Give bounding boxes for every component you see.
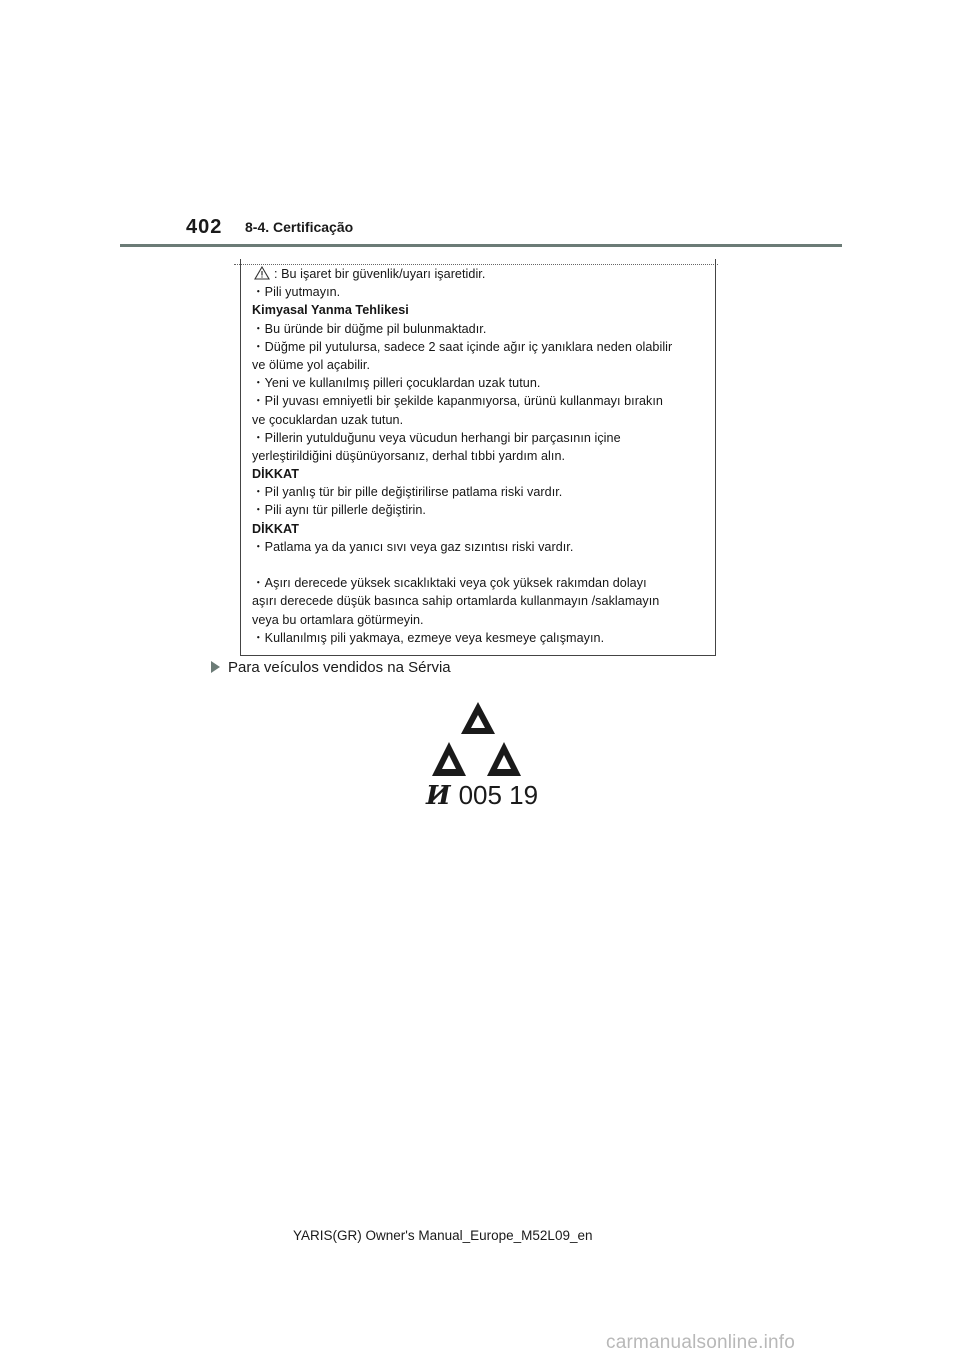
notice-line-text: ve çocuklardan uzak tutun. — [252, 412, 404, 427]
notice-box-corner-tick-right — [715, 259, 716, 267]
notice-line-text: ・Pil yanlış tür bir pille değiştirilirse patlama riski vardır. — [252, 485, 563, 500]
serbia-heading — [211, 659, 451, 676]
serbia-heading-text: Para veículos vendidos na Sérvia — [228, 659, 451, 676]
page-number: 402 — [186, 216, 223, 238]
serbian-conformity-triangles-icon — [428, 700, 528, 784]
notice-line-text: ・Düğme pil yutulursa, sadece 2 saat içinde ağır iç yanıklara neden olabilir — [252, 339, 673, 354]
notice-box-corner-tick-left — [240, 259, 241, 267]
header-rule — [120, 244, 842, 247]
notice-line — [252, 374, 712, 392]
footer-text: YARIS(GR) Owner's Manual_Europe_M52L09_en — [293, 1228, 593, 1243]
notice-line-text: ・Pillerin yutulduğunu veya vücudun herhangi bir parçasının içine — [252, 430, 621, 445]
notice-line-text: ・Patlama ya da yanıcı sıvı veya gaz sızıntısı riski vardır. — [252, 539, 574, 554]
notice-line — [252, 320, 712, 338]
notice-line-text: : Bu işaret bir güvenlik/uyarı işaretidir. — [274, 267, 486, 281]
arrow-bullet-icon — [211, 661, 220, 673]
notice-line — [252, 611, 712, 629]
notice-line — [252, 392, 712, 410]
notice-line — [252, 338, 712, 356]
notice-line-text: ve ölüme yol açabilir. — [252, 357, 370, 372]
notice-line — [252, 501, 712, 519]
notice-line — [252, 483, 712, 501]
notice-line-text: Kimyasal Yanma Tehlikesi — [252, 303, 409, 318]
notice-line — [252, 538, 712, 556]
notice-line-text: yerleştirildiğini düşünüyorsanız, derhal tıbbi yardım alın. — [252, 448, 566, 463]
notice-line — [252, 592, 712, 610]
notice-line-text: ・Pil yuvası emniyetli bir şekilde kapanmıyorsa, ürünü kullanmayı bırakın — [252, 394, 663, 409]
watermark-link[interactable]: carmanualsonline.info — [606, 1332, 796, 1353]
certification-number: 005 19 — [458, 780, 539, 810]
notice-line-text: DİKKAT — [252, 467, 299, 482]
notice-line — [252, 574, 712, 592]
notice-lines — [252, 265, 712, 647]
notice-line — [252, 447, 712, 465]
notice-line — [252, 556, 712, 574]
notice-line — [252, 520, 712, 538]
notice-line — [252, 356, 712, 374]
notice-line-text: ・Aşırı derecede yüksek sıcaklıktaki veya çok yüksek rakımdan dolayı — [252, 576, 647, 591]
section-title: 8-4. Certificação — [245, 219, 354, 235]
notice-line-text: ・Pili aynı tür pillerle değiştirin. — [252, 503, 426, 518]
notice-line — [252, 411, 712, 429]
notice-line — [252, 429, 712, 447]
notice-line-text: ・Yeni ve kullanılmış pilleri çocuklardan uzak tutun. — [252, 376, 541, 391]
notice-line — [252, 301, 712, 319]
notice-line-text: ・Kullanılmış pili yakmaya, ezmeye veya kesmeye çalışmayın. — [252, 630, 605, 645]
notice-line — [252, 465, 712, 483]
notice-line-text: veya bu ortamlara götürmeyin. — [252, 612, 424, 627]
notice-line-text: aşırı derecede düşük basınca sahip ortamlarda kullanmayın /saklamayın — [252, 594, 660, 609]
notice-line-text: ・Pili yutmayın. — [252, 285, 341, 300]
certification-code — [426, 780, 538, 811]
notice-line-text: ・Bu üründe bir düğme pil bulunmaktadır. — [252, 321, 487, 336]
notice-line — [252, 265, 712, 283]
certification-prefix: И — [426, 781, 451, 811]
notice-line — [252, 283, 712, 301]
notice-line-text: DİKKAT — [252, 521, 299, 536]
notice-line — [252, 629, 712, 647]
